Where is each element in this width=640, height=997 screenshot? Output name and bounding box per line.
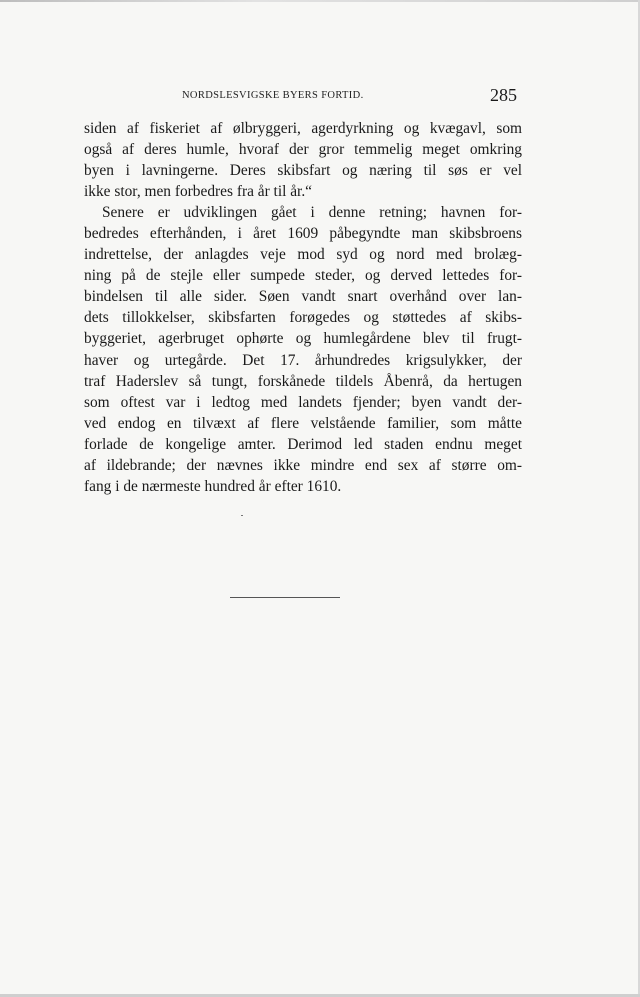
text-line: traf Haderslev så tungt, forskånede tildels Åbenrå, da hertugen xyxy=(84,372,522,390)
text-line: Senere er udviklingen gået i denne retning; havnen for- xyxy=(102,204,522,222)
text-line: indrettelse, der anlagdes veje mod syd og nord med brolæg- xyxy=(84,246,522,264)
text-line: ikke stor, men forbedres fra år til år.“ xyxy=(84,183,313,201)
text-line: af ildebrande; der nævnes ikke mindre end sex af større om- xyxy=(84,456,522,474)
text-line: bindelsen til alle sider. Søen vandt snart overhånd over lan- xyxy=(84,288,522,306)
paragraph-2 xyxy=(84,202,522,497)
text-line: fang i de nærmeste hundred år efter 1610. xyxy=(84,477,342,495)
text-line: ning på de stejle eller sumpede steder, og derved lettedes for- xyxy=(84,267,522,285)
text-line: ved endog en tilvæxt af flere velstående familier, som måtte xyxy=(84,414,522,432)
text-line: byggeriet, agerbruget ophørte og humlegårdene blev til frugt- xyxy=(84,330,522,348)
text-line: dets tillokkelser, skibsfarten forøgedes og støttedes af skibs- xyxy=(84,309,522,327)
section-end-rule xyxy=(230,597,340,598)
text-line: forlade de kongelige amter. Derimod led staden endnu meget xyxy=(84,435,522,453)
ink-speck xyxy=(241,515,243,516)
text-line: bedredes efterhånden, i året 1609 påbegyndte man skibsbroens xyxy=(84,225,522,243)
text-line: siden af fiskeriet af ølbryggeri, agerdyrkning og kvægavl, som xyxy=(84,120,522,137)
page-top-edge xyxy=(0,0,640,2)
text-line: haver og urtegårde. Det 17. århundredes krigsulykker, der xyxy=(84,351,522,369)
text-line: som oftest var i ledtog med landets fjender; byen vandt der- xyxy=(84,393,522,411)
text-line: byen i lavningerne. Deres skibsfart og næring til søs er vel xyxy=(84,162,522,180)
paragraph-1 xyxy=(84,118,522,202)
body-text xyxy=(84,118,522,497)
running-title: NORDSLESVIGSKE BYERS FORTID. xyxy=(182,90,364,101)
page-number: 285 xyxy=(490,85,517,105)
text-line: også af deres humle, hvoraf der gror temmelig meget omkring xyxy=(84,141,522,159)
